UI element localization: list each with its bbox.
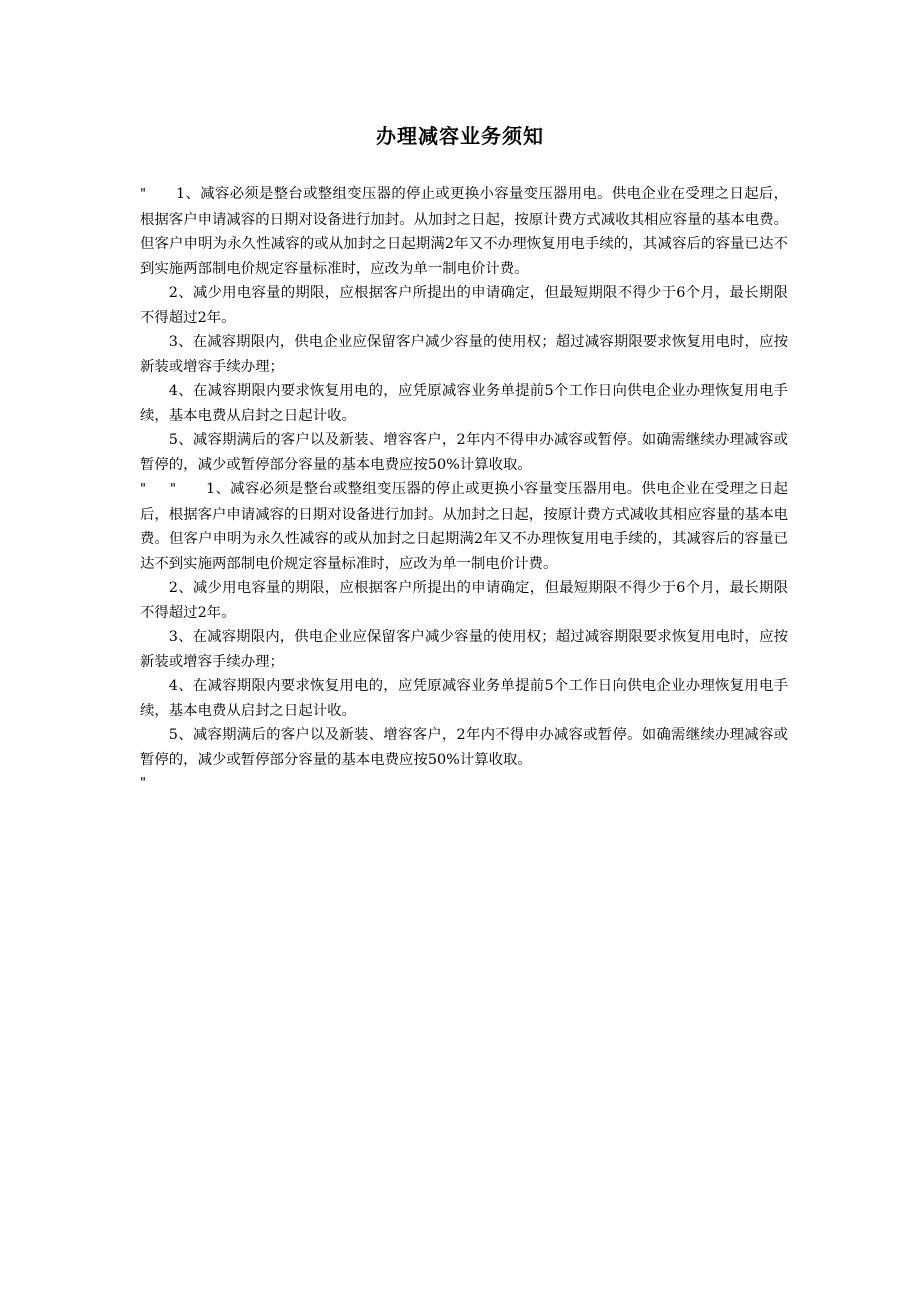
section2-paragraph-5: 5、减容期满后的客户以及新装、增容客户，2年内不得申办减容或暂停。如确需继续办理减容或暂停的，减少或暂停部分容量的基本电费应按50%计算收取。 (140, 727, 788, 768)
closing-quote-mark: " (140, 776, 146, 791)
section1-paragraph-1-text: 1、减容必须是整台或整组变压器的停止或更换小容量变压器用电。供电企业在受理之日起后，根据客户申请减容的日期对设备进行加封。从加封之日起，按原计费方式减收其相应容量的基本电费。但客户申明为永久性减容的或从加封之日起期满2年又不办理恢复用电手续的，其减容后的容量已达不到实施两部制电价规定容量标准时，应改为单一制电价计费。 (140, 186, 788, 277)
section1-paragraph-2: 2、减少用电容量的期限，应根据客户所提出的申请确定，但最短期限不得少于6个月，最长期限不得超过2年。 (140, 285, 788, 326)
document-title: 办理减容业务须知 (376, 124, 544, 148)
section1-paragraph-4: 4、在减容期限内要求恢复用电的，应凭原减容业务单提前5个工作日向供电企业办理恢复用电手续，基本电费从启封之日起计收。 (140, 383, 788, 424)
section2-paragraph-2: 2、减少用电容量的期限，应根据客户所提出的申请确定，但最短期限不得少于6个月，最长期限不得超过2年。 (140, 580, 788, 621)
section1-paragraph-1 (140, 182, 788, 281)
section2-paragraph-1-text: 1、减容必须是整台或整组变压器的停止或更换小容量变压器用电。供电企业在受理之日起后，根据客户申请减容的日期对设备进行加封。从加封之日起，按原计费方式减收其相应容量的基本电费。但客户申明为永久性减容的或从加封之日起期满2年又不办理恢复用电手续的，其减容后的容量已达不到实施两部制电价规定容量标准时，应改为单一制电价计费。 (140, 481, 788, 572)
section2-paragraph-3: 3、在减容期限内，供电企业应保留客户减少容量的使用权；超过减容期限要求恢复用电时，应按新装或增容手续办理； (140, 629, 788, 670)
document-body (140, 182, 788, 796)
section1-paragraph-3: 3、在减容期限内，供电企业应保留客户减少容量的使用权；超过减容期限要求恢复用电时，应按新装或增容手续办理； (140, 334, 788, 375)
quote-mark: " (140, 187, 146, 202)
section2-paragraph-4: 4、在减容期限内要求恢复用电的，应凭原减容业务单提前5个工作日向供电企业办理恢复用电手续，基本电费从启封之日起计收。 (140, 678, 788, 719)
quote-mark: " (170, 482, 176, 497)
quote-mark: " (140, 482, 146, 497)
section1-paragraph-5: 5、减容期满后的客户以及新装、增容客户，2年内不得申办减容或暂停。如确需继续办理减容或暂停的，减少或暂停部分容量的基本电费应按50%计算收取。 (140, 432, 788, 473)
section2-paragraph-1 (140, 477, 788, 576)
